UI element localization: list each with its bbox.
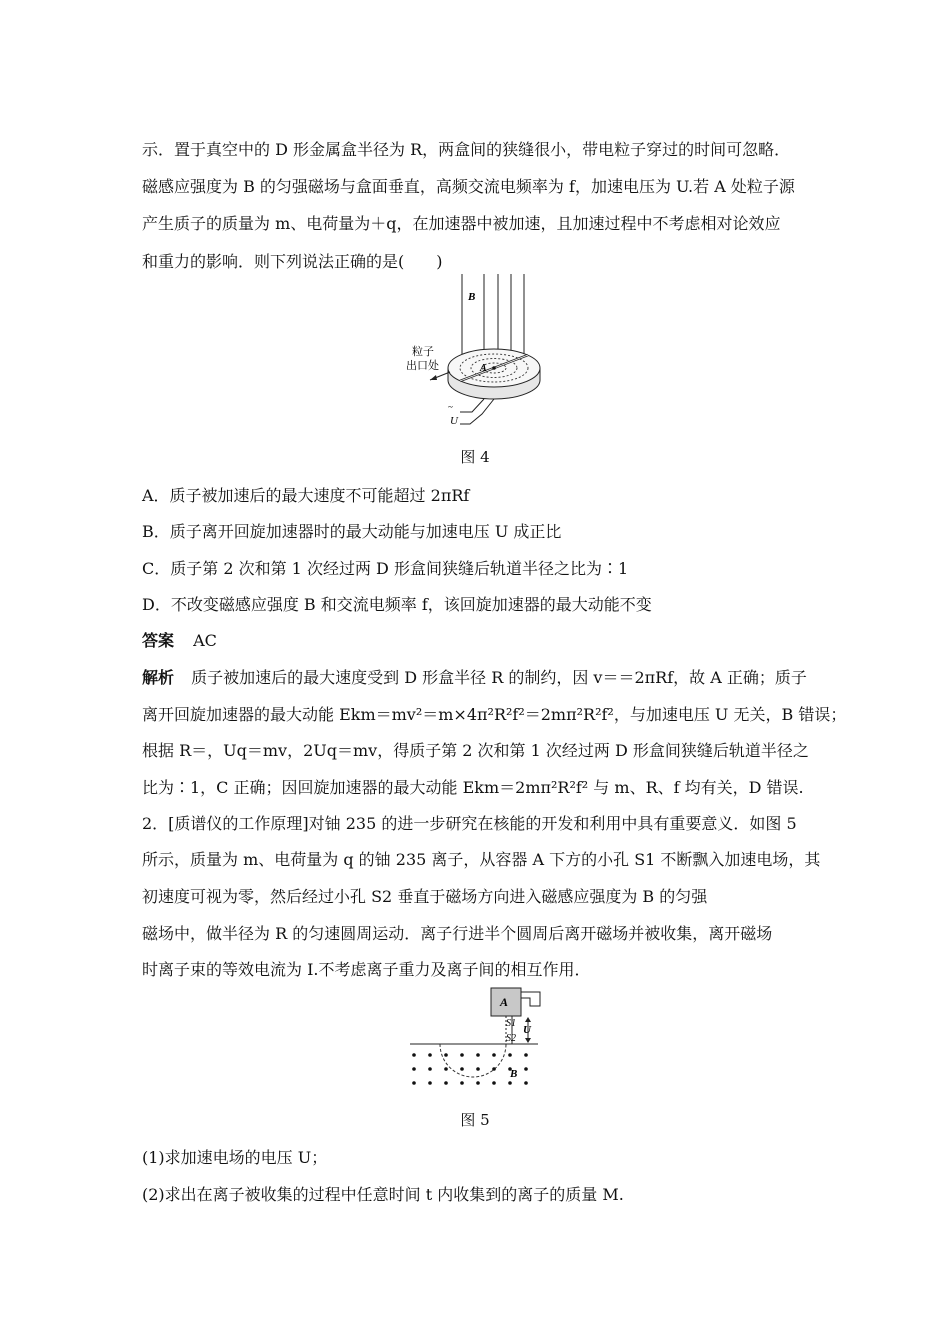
problem1-line-1: 示．置于真空中的 D 形金属盒半径为 R，两盒间的狭缝很小，带电粒子穿过的时间可忽略．	[142, 140, 791, 159]
figure-5-label-s1: S1	[506, 1018, 516, 1029]
problem2-line-2: 所示，质量为 m、电荷量为 q 的铀 235 离子，从容器 A 下方的小孔 S1 不断飘入加速电场，其	[142, 850, 821, 869]
option-a: A．质子被加速后的最大速度不可能超过 2πRf	[142, 486, 470, 505]
analysis-line-2: 离开回旋加速器的最大动能 Ekm＝mv²＝m×4π²R²f²＝2mπ²R²f²，与加速电压 U 无关，B 错误；	[142, 705, 847, 724]
figure-4-label-b: B	[468, 291, 476, 303]
problem2-line-5: 时离子束的等效电流为 I.不考虑离子重力及离子间的相互作用．	[142, 960, 591, 979]
problem1-line-2: 磁感应强度为 B 的匀强磁场与盒面垂直，高频交流电频率为 f，加速电压为 U.若 A 处粒子源	[142, 177, 795, 196]
figure-4-cyclotron	[400, 272, 560, 432]
option-c: C．质子第 2 次和第 1 次经过两 D 形盒间狭缝后轨道半径之比为∶1	[142, 559, 629, 578]
figure-5-mass-spectrometer	[400, 984, 550, 1094]
figure-5-label-u: U	[523, 1024, 531, 1036]
problem2-line-4: 磁场中，做半径为 R 的匀速圆周运动．离子行进半个圆周后离开磁场并被收集，离开磁场	[142, 924, 773, 943]
problem2-line-3: 初速度可视为零，然后经过小孔 S2 垂直于磁场方向进入磁感应强度为 B 的匀强	[142, 887, 708, 906]
answer-value: AC	[193, 631, 217, 650]
svg-text:~: ~	[448, 402, 453, 412]
figure-5-label-b: B	[510, 1068, 518, 1080]
analysis-line-4: 比为∶1，C 正确；因回旋加速器的最大动能 Ekm＝2mπ²R²f² 与 m、R、f 均有关，D 错误.	[142, 778, 804, 797]
figure-5-label-a: A	[500, 995, 509, 1009]
analysis-line-1: 质子被加速后的最大速度受到 D 形盒半径 R 的制约，因 v＝＝2πRf，故 A 正确；质子	[191, 668, 807, 687]
analysis-line-3: 根据 R＝，Uq＝mv，2Uq＝mv，得质子第 2 次和第 1 次经过两 D 形盒间狭缝后轨道半径之	[142, 741, 809, 760]
problem2-line-1: 2．[质谱仪的工作原理]对铀 235 的进一步研究在核能的开发和利用中具有重要意义．如图 5	[142, 814, 797, 833]
problem1-line-4: 和重力的影响．则下列说法正确的是( )	[142, 252, 443, 271]
option-d: D．不改变磁感应强度 B 和交流电频率 f，该回旋加速器的最大动能不变	[142, 595, 652, 614]
answer-label: 答案	[142, 631, 175, 650]
question-2: (2)求出在离子被收集的过程中任意时间 t 内收集到的离子的质量 M.	[142, 1185, 624, 1204]
figure-4-caption: 图 4	[460, 448, 490, 466]
figure-4-label-u: U	[450, 415, 458, 427]
answer-row	[142, 631, 217, 651]
figure-5-label-s2: S2	[506, 1033, 516, 1044]
figure-4-label-exit-2: 出口处	[406, 360, 439, 372]
figure-4-label-exit-1: 粒子	[412, 346, 434, 358]
analysis-label: 解析	[142, 668, 175, 687]
question-1: (1)求加速电场的电压 U；	[142, 1148, 328, 1167]
figure-4-label-a: A	[480, 363, 487, 374]
problem1-line-3: 产生质子的质量为 m、电荷量为＋q，在加速器中被加速，且加速过程中不考虑相对论效应	[142, 214, 781, 233]
analysis-row-1	[142, 668, 807, 688]
figure-5-caption: 图 5	[460, 1111, 490, 1129]
option-b: B．质子离开回旋加速器时的最大动能与加速电压 U 成正比	[142, 522, 562, 541]
